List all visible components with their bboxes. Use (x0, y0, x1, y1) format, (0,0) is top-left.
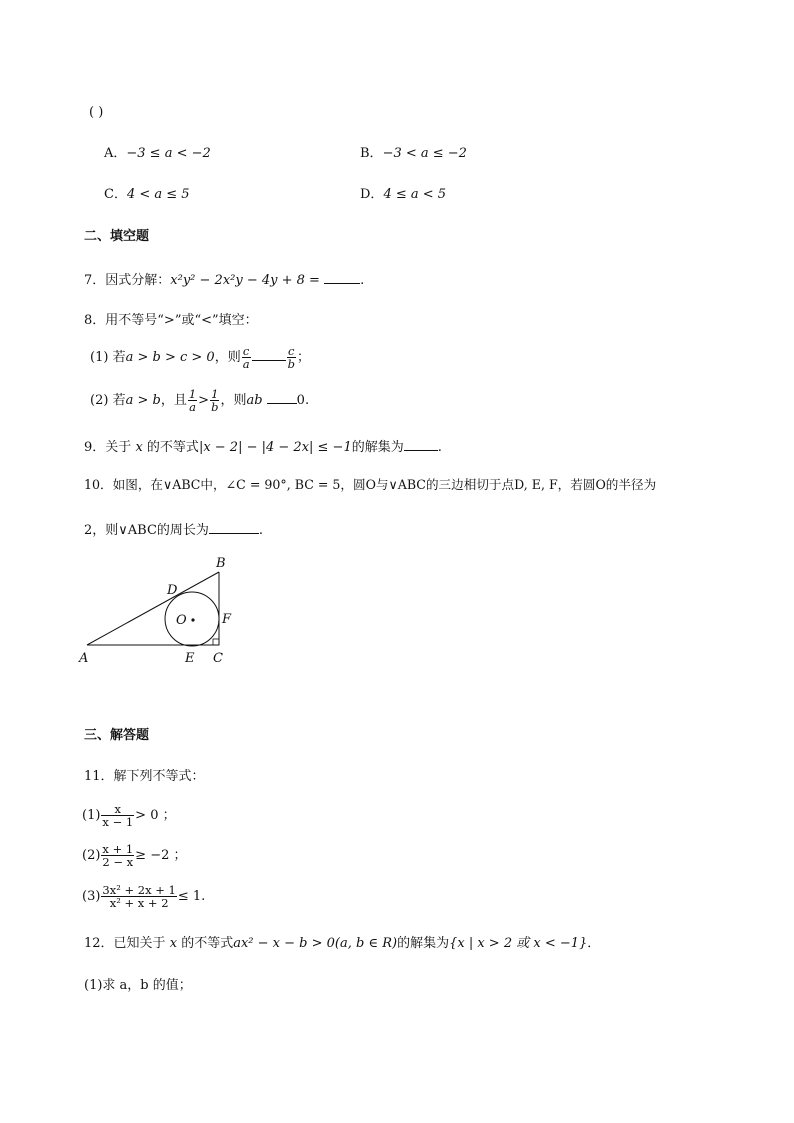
question-11-part-3: (3) $\frac{\text{3x² + 2x + 1}}{\text{x² + x + 2}}$ ≤ 1. (82, 883, 206, 911)
section-title-solve: 三、解答题 (84, 728, 150, 743)
question-12-part-1: (1)求 a，b 的值； (84, 978, 192, 993)
fraction: $\frac{c}{a}$ (242, 344, 250, 372)
answer-blank (404, 439, 438, 451)
side-ab (87, 572, 219, 645)
question-7: 7．因式分解：x²y² − 2x²y − 4y + 8 = . (84, 273, 365, 288)
triangle-incircle-figure (76, 552, 246, 672)
question-8: 8．用不等号“>”或“<”填空： (84, 313, 258, 328)
right-angle-mark (213, 639, 219, 645)
fraction: $\frac{c}{b}$ (287, 344, 295, 372)
option-a: A．−3 ≤ a < −2 (104, 146, 211, 161)
answer-blank (267, 392, 297, 404)
center-point (191, 618, 194, 621)
label-f: F (222, 612, 232, 627)
answer-blank (209, 522, 259, 534)
question-8-part-1: (1) 若a > b > c > 0，则 $\frac{c}{a}$ $\frac{c}{b}$ ； (90, 344, 310, 372)
answer-blank (252, 349, 286, 361)
fraction: $\frac{x}{x - 1}$ (102, 802, 134, 830)
section-title-fill-in: 二、填空题 (84, 229, 150, 244)
fraction: $\frac{\text{3x² + 2x + 1}}{\text{x² + x + 2}}$ (102, 883, 176, 911)
label-d: D (167, 583, 178, 598)
question-11: 11．解下列不等式： (84, 769, 205, 784)
label-e: E (185, 651, 195, 666)
question-11-part-2: (2) $\frac{x + 1}{2 - x}$ ≥ −2 ； (82, 842, 187, 870)
question-10-line-1: 10．如图，在∨ABC中，∠C = 90°, BC = 5，圆O与∨ABC的三边相切于点D, E, F，若圆O的半径为 (84, 477, 657, 492)
answer-paren: ( ) (89, 105, 104, 120)
option-b: B．−3 < a ≤ −2 (360, 146, 467, 161)
question-11-part-1: (1) $\frac{x}{x - 1}$ > 0 ； (82, 802, 176, 830)
question-10-line-2: 2，则∨ABC的周长为 . (84, 523, 264, 538)
fraction: $\frac{1}{b}$ (211, 387, 219, 415)
label-o: O (176, 613, 187, 628)
option-d: D．4 ≤ a < 5 (360, 187, 447, 202)
answer-blank (324, 272, 360, 284)
fraction: $\frac{1}{a}$ (188, 387, 197, 415)
option-c: C．4 < a ≤ 5 (104, 187, 190, 202)
label-a: A (79, 651, 89, 666)
question-12: 12．已知关于 x 的不等式ax² − x − b > 0(a, b ∈ R)的解集为{x | x > 2 或 x < −1}． (84, 936, 601, 951)
question-9: 9．关于 x 的不等式|x − 2| − |4 − 2x| ≤ −1的解集为 . (84, 440, 442, 455)
label-b: B (216, 556, 226, 571)
label-c: C (213, 651, 223, 666)
fraction: $\frac{x + 1}{2 - x}$ (102, 842, 134, 870)
question-8-part-2: (2) 若a > b，且 $\frac{1}{a}$ > $\frac{1}{b}$ ，则ab 0. (90, 387, 310, 415)
